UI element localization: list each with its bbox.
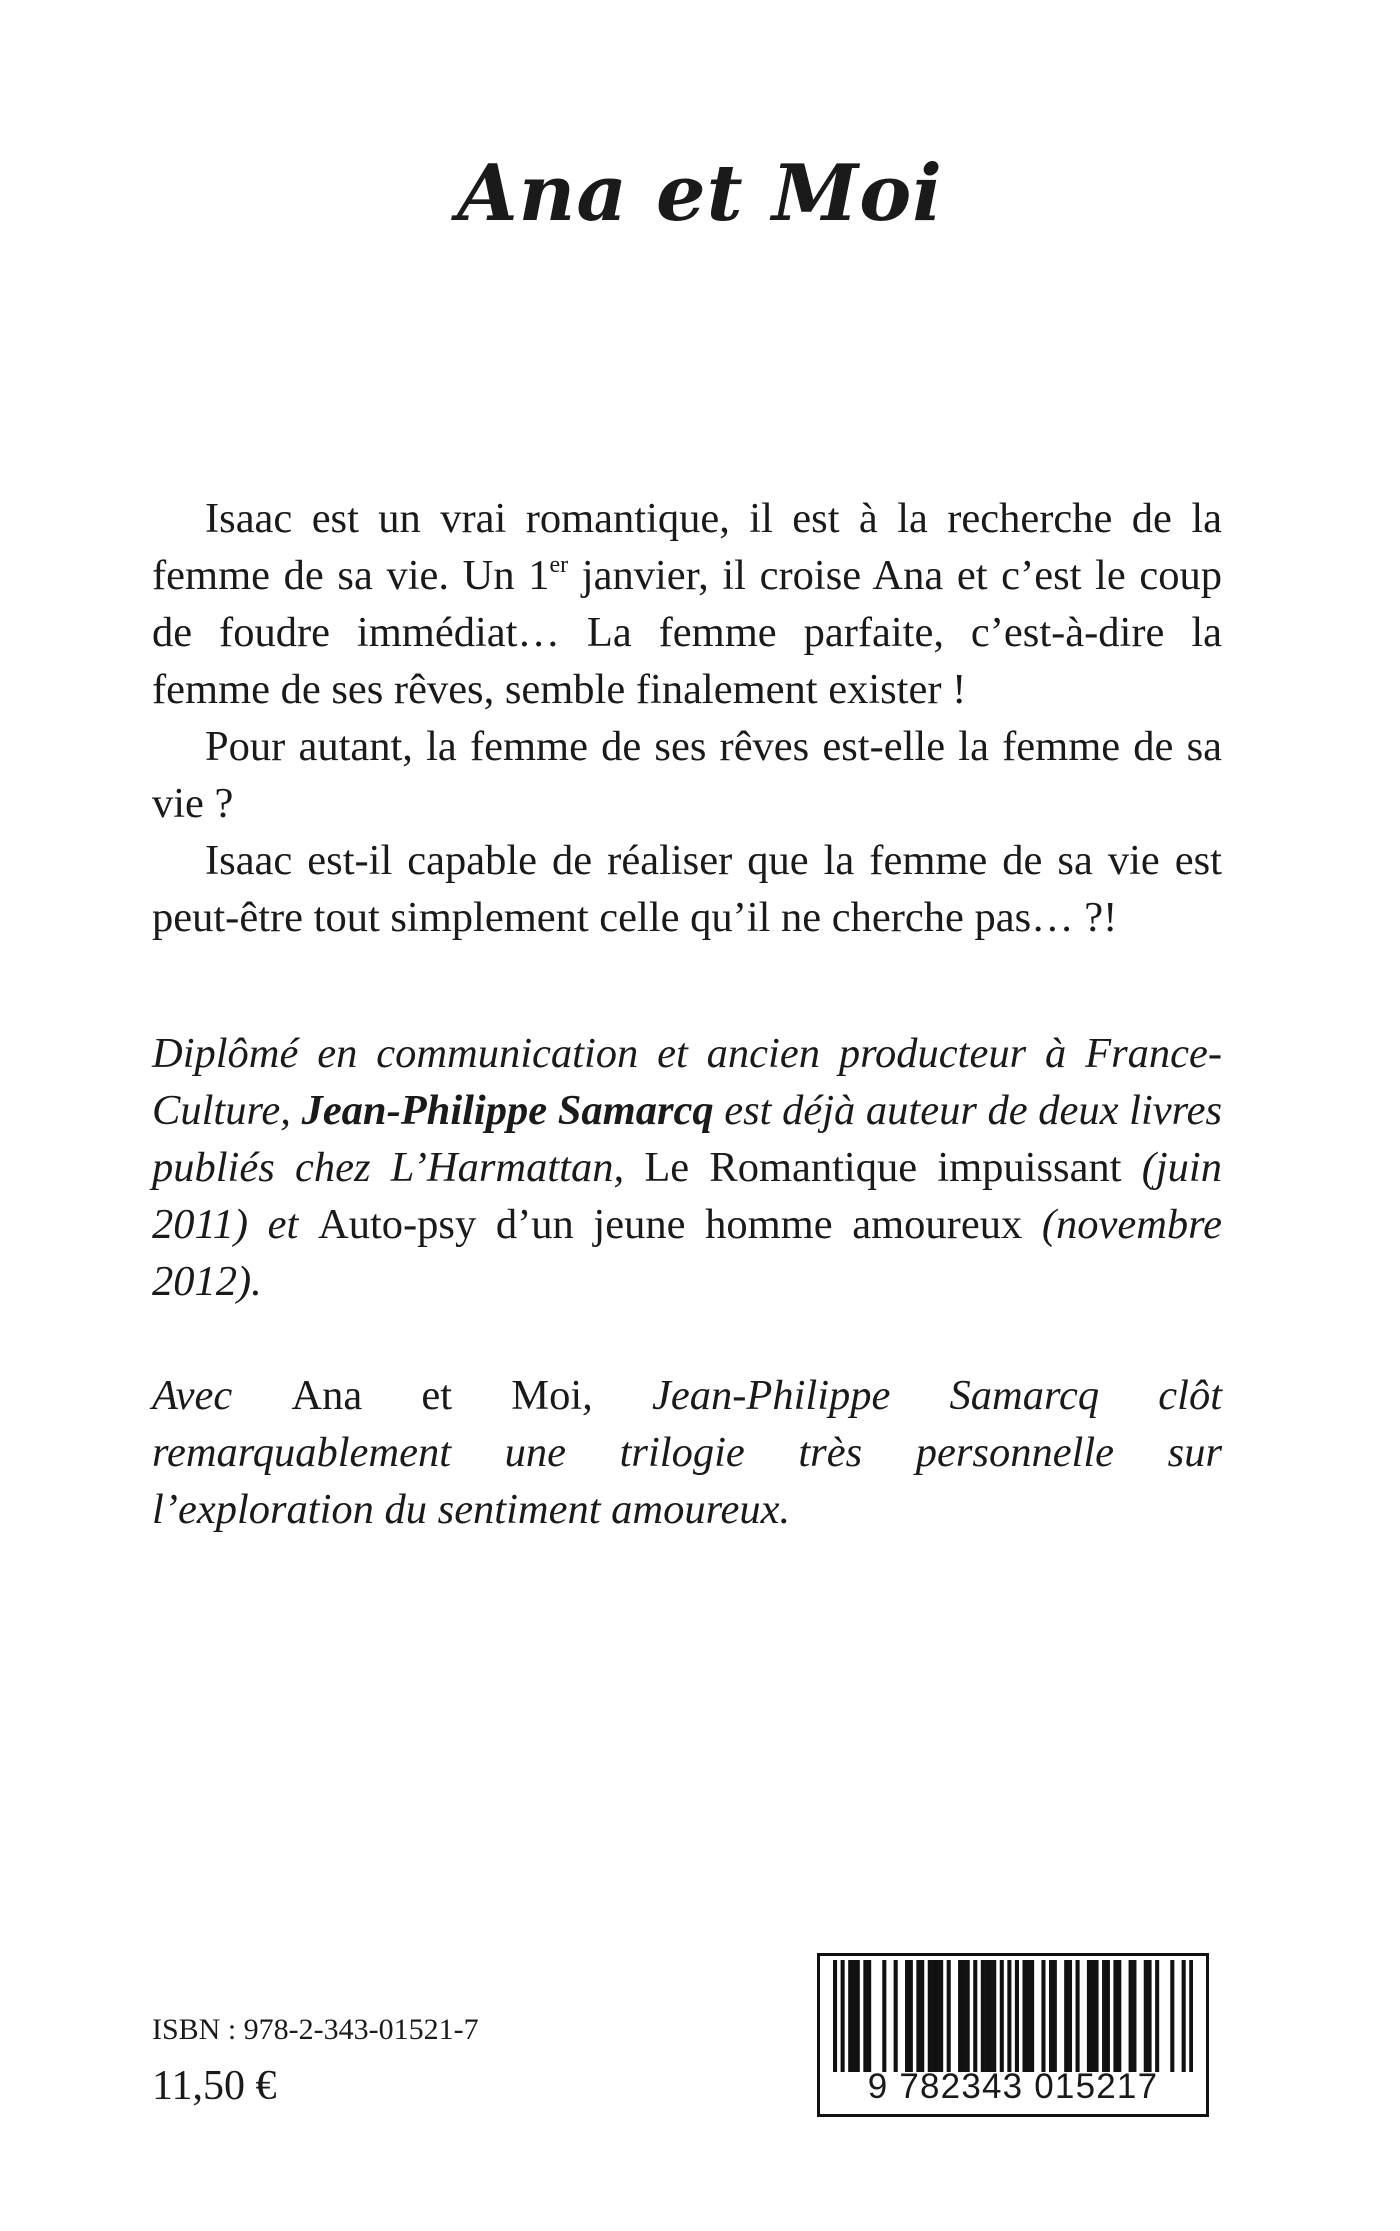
barcode-bar xyxy=(947,1960,951,2072)
barcode xyxy=(817,1953,1209,2117)
barcode-bar xyxy=(916,1960,920,2072)
barcode-bar xyxy=(1117,1960,1121,2072)
barcode-bar xyxy=(962,1960,966,2072)
barcode-bar xyxy=(920,1960,924,2072)
barcode-bar xyxy=(1132,1960,1136,2072)
ordinal-superscript: er xyxy=(549,552,569,578)
blurb-paragraph-2: Pour autant, la femme de ses rêves est-elle la femme de sa vie ? xyxy=(152,723,1222,827)
barcode-bar xyxy=(1091,1960,1095,2072)
barcode-bar xyxy=(1015,1960,1019,2072)
barcode-bar xyxy=(939,1960,943,2072)
barcode-bar xyxy=(1030,1960,1034,2072)
barcode-bar xyxy=(1170,1960,1174,2072)
book-title-2: Auto-psy d’un jeune homme amoureux xyxy=(318,1201,1023,1248)
blurb-paragraph-1: Isaac est un vrai romantique, il est à la recherche de la femme de sa vie. Un 1er janvier, il croise Ana et c’est le coup de foudre immédiat… La femme parfaite, c’est-à-dire la femme de ses rêves, semble finalement exister ! xyxy=(152,495,1222,713)
barcode-bar xyxy=(856,1960,860,2072)
barcode-bar xyxy=(1053,1960,1057,2072)
barcode-bar xyxy=(1106,1960,1110,2072)
barcode-bar xyxy=(1102,1960,1106,2072)
barcode-bar xyxy=(848,1960,852,2072)
barcode-bar xyxy=(882,1960,886,2072)
barcode-digits: 9 782343 015217 xyxy=(867,2067,1159,2106)
barcode-bar xyxy=(1064,1960,1068,2072)
barcode-bars xyxy=(833,1960,1193,2072)
barcode-bar xyxy=(973,1960,977,2072)
barcode-bar xyxy=(1129,1960,1133,2072)
barcode-bar xyxy=(867,1960,871,2072)
barcode-bar xyxy=(992,1960,996,2072)
barcode-bar xyxy=(1076,1960,1080,2072)
book-title-current: Ana et Moi xyxy=(291,1372,583,1419)
barcode-bar xyxy=(1068,1960,1072,2072)
barcode-bar xyxy=(833,1960,837,2072)
price: 11,50 € xyxy=(152,2063,277,2109)
bio-paragraph-2: Avec Ana et Moi, Jean-Philippe Samarcq clôt remarquablement une trilogie très personnelle sur l’exploration du sentiment amoureux. xyxy=(152,1372,1223,1533)
isbn: ISBN : 978-2-343-01521-7 xyxy=(152,2013,479,2046)
barcode-bar xyxy=(985,1960,989,2072)
barcode-bar xyxy=(863,1960,867,2072)
blurb-paragraph-3: Isaac est-il capable de réaliser que la femme de sa vie est peut-être tout simplement celle qu’il ne cherche pas… ?! xyxy=(152,837,1222,941)
barcode-bar xyxy=(1182,1960,1186,2072)
barcode-bar xyxy=(958,1960,962,2072)
barcode-bar xyxy=(852,1960,856,2072)
barcode-bar xyxy=(1155,1960,1159,2072)
barcode-bar xyxy=(1094,1960,1098,2072)
barcode-bar xyxy=(935,1960,939,2072)
barcode-bar xyxy=(905,1960,909,2072)
barcode-bar xyxy=(1113,1960,1117,2072)
barcode-bar xyxy=(909,1960,913,2072)
author-name: Jean-Philippe Samarcq xyxy=(301,1087,714,1134)
barcode-bar xyxy=(1144,1960,1148,2072)
barcode-bar xyxy=(1026,1960,1030,2072)
barcode-bar xyxy=(981,1960,985,2072)
barcode-bar xyxy=(988,1960,992,2072)
back-cover-blurb xyxy=(152,490,1222,946)
barcode-bar xyxy=(928,1960,932,2072)
barcode-bar xyxy=(1087,1960,1091,2072)
barcode-bar xyxy=(1189,1960,1193,2072)
barcode-bar xyxy=(841,1960,845,2072)
author-bio xyxy=(152,1025,1222,1538)
barcode-bar xyxy=(966,1960,970,2072)
barcode-bar xyxy=(932,1960,936,2072)
book-title: Ana et Moi xyxy=(457,148,943,239)
barcode-bar xyxy=(1007,1960,1011,2072)
barcode-bar xyxy=(894,1960,898,2072)
barcode-bar xyxy=(1049,1960,1053,2072)
barcode-bar xyxy=(1041,1960,1045,2072)
barcode-bar xyxy=(1148,1960,1152,2072)
barcode-bar xyxy=(1022,1960,1026,2072)
book-title-1: Le Romantique impuissant xyxy=(644,1144,1122,1191)
bio-paragraph-1: Diplômé en communication et ancien producteur à France-Culture, Jean-Philippe Samarcq est déjà auteur de deux livres publiés chez L’Harmattan, Le Romantique impuissant (juin 2011) et Auto-psy d’un jeune homme amoureux (novembre 2012). xyxy=(152,1030,1223,1305)
barcode-bar xyxy=(1000,1960,1004,2072)
